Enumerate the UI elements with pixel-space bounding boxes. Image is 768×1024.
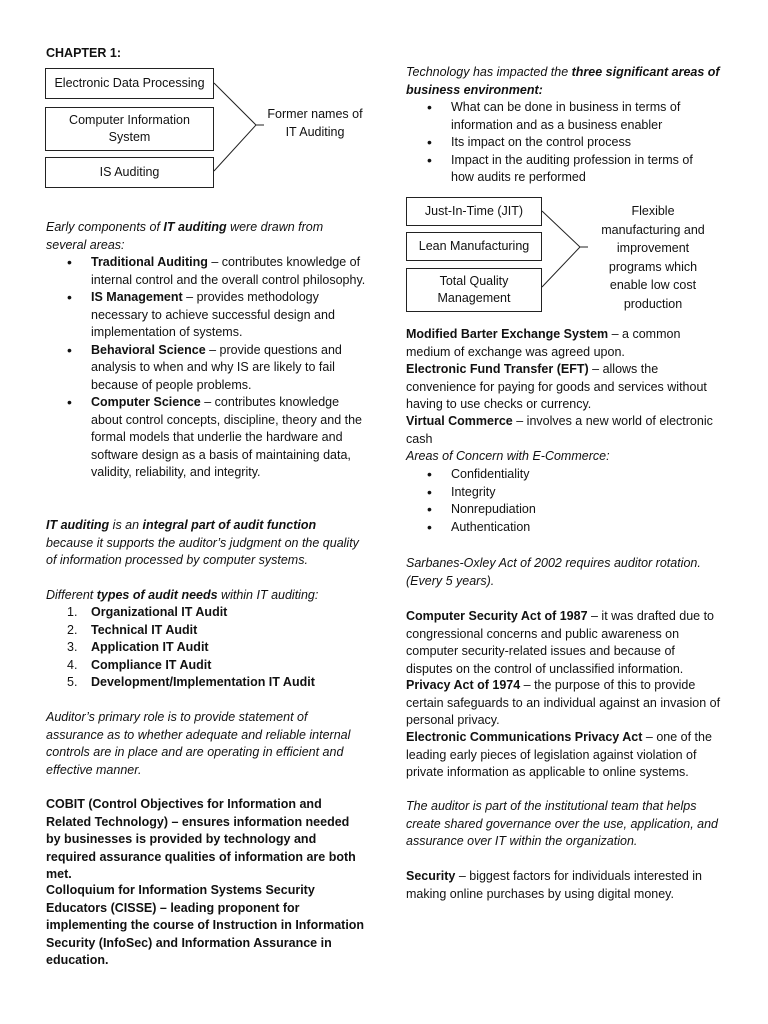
audit-types-intro: Different types of audit needs within IT auditing: — [46, 588, 319, 602]
list-item: • IS Management – provides methodology necessary to achieve successful design and implementation of systems. — [46, 289, 368, 342]
sox-paragraph: Sarbanes-Oxley Act of 2002 requires auditor rotation. (Every 5 years). — [406, 556, 701, 588]
list-item: 4. Compliance IT Audit — [67, 657, 212, 672]
list-item: 2. Technical IT Audit — [67, 622, 198, 637]
program-box-jit: Just-In-Time (JIT) — [406, 197, 542, 226]
former-names-label: Former names of IT Auditing — [267, 107, 363, 139]
ecommerce-concerns-heading: Areas of Concern with E-Commerce: — [406, 449, 610, 463]
technology-impact-list — [406, 99, 716, 187]
list-item: 3. Application IT Audit — [67, 640, 209, 654]
eft-paragraph: Electronic Fund Transfer (EFT) – allows the convenience for paying for goods and services without having to use checks or currency. — [406, 362, 707, 411]
programs-label: Flexible manufacturing and improvement programs which enable low cost production — [601, 204, 705, 311]
list-item: • What can be done in business in terms of information and as a business enabler — [406, 99, 716, 134]
former-name-box-cis: Computer Information System — [45, 107, 214, 151]
program-box-tqm: Total Quality Management — [406, 268, 542, 312]
list-item: • Behavioral Science – provide questions and analysis to when and why IS are likely to fail because of people problems. — [46, 342, 368, 395]
auditor-team-paragraph: The auditor is part of the institutional team that helps create shared governance over the use, application, and assurance over IT within the organization. — [406, 799, 719, 848]
technology-impact-intro: Technology has impacted the three significant areas of business environment: — [406, 65, 720, 97]
list-item: • Integrity — [406, 484, 706, 502]
list-item: • Impact in the auditing profession in terms of how audits re performed — [406, 152, 716, 187]
computer-security-act-paragraph: Computer Security Act of 1987 – it was drafted due to congressional concerns and public awareness on computer security-related issues and because of disputes on the control of unclassified information. — [406, 609, 714, 676]
auditor-role-paragraph: Auditor’s primary role is to provide statement of assurance as to whether adequate and reliable internal controls are in place and are operating in efficient and effective manner. — [46, 710, 351, 777]
former-name-box-edp: Electronic Data Processing — [45, 68, 214, 99]
list-item: • Traditional Auditing – contributes knowledge of internal control and the overall control philosophy. — [46, 254, 368, 289]
cisse-paragraph: Colloquium for Information Systems Security Educators (CISSE) – leading proponent for implementing the course of Instruction in Information Security (InfoSec) and Information Assurance in education. — [46, 883, 365, 967]
early-components-list — [46, 254, 368, 482]
ecpa-paragraph: Electronic Communications Privacy Act – one of the leading early pieces of legislation against violation of private information as applicable to online systems. — [406, 730, 712, 779]
programs-bracket — [542, 211, 588, 291]
list-item: • Nonrepudiation — [406, 501, 706, 519]
list-item: • Computer Science – contributes knowledge about control concepts, discipline, theory and the formal models that underlie the hardware and software design as a basis of maintaining data, validity, reliability, and integrity. — [46, 394, 368, 482]
list-item: 5. Development/Implementation IT Audit — [67, 675, 315, 689]
list-item: • Its impact on the control process — [406, 134, 716, 152]
privacy-act-paragraph: Privacy Act of 1974 – the purpose of this to provide certain safeguards to an individual against an invasion of personal privacy. — [406, 678, 721, 727]
barter-paragraph: Modified Barter Exchange System – a common medium of exchange was agreed upon. — [406, 327, 681, 359]
early-components-intro: Early components of IT auditing were drawn from several areas: — [46, 220, 324, 252]
virtual-commerce-paragraph: Virtual Commerce – involves a new world of electronic cash — [406, 414, 713, 446]
list-item: • Authentication — [406, 519, 706, 537]
former-name-box-is-auditing: IS Auditing — [45, 157, 214, 188]
ecommerce-concerns-list — [406, 466, 706, 536]
chapter-heading: CHAPTER 1: — [46, 46, 122, 60]
cobit-paragraph: COBIT (Control Objectives for Information and Related Technology) – ensures information needed by businesses is provided by technology and required assurance qualities of information are both met. — [46, 797, 356, 881]
security-paragraph: Security – biggest factors for individuals interested in making online purchases by using digital money. — [406, 869, 703, 901]
audit-types-list — [46, 604, 366, 692]
list-item: • Confidentiality — [406, 466, 706, 484]
program-box-lean: Lean Manufacturing — [406, 232, 542, 261]
list-item: 1. Organizational IT Audit — [67, 605, 228, 619]
integral-part-paragraph: IT auditing is an integral part of audit function because it supports the auditor’s judgment on the quality of information processed by computer systems. — [46, 518, 359, 567]
former-names-bracket — [214, 83, 264, 173]
